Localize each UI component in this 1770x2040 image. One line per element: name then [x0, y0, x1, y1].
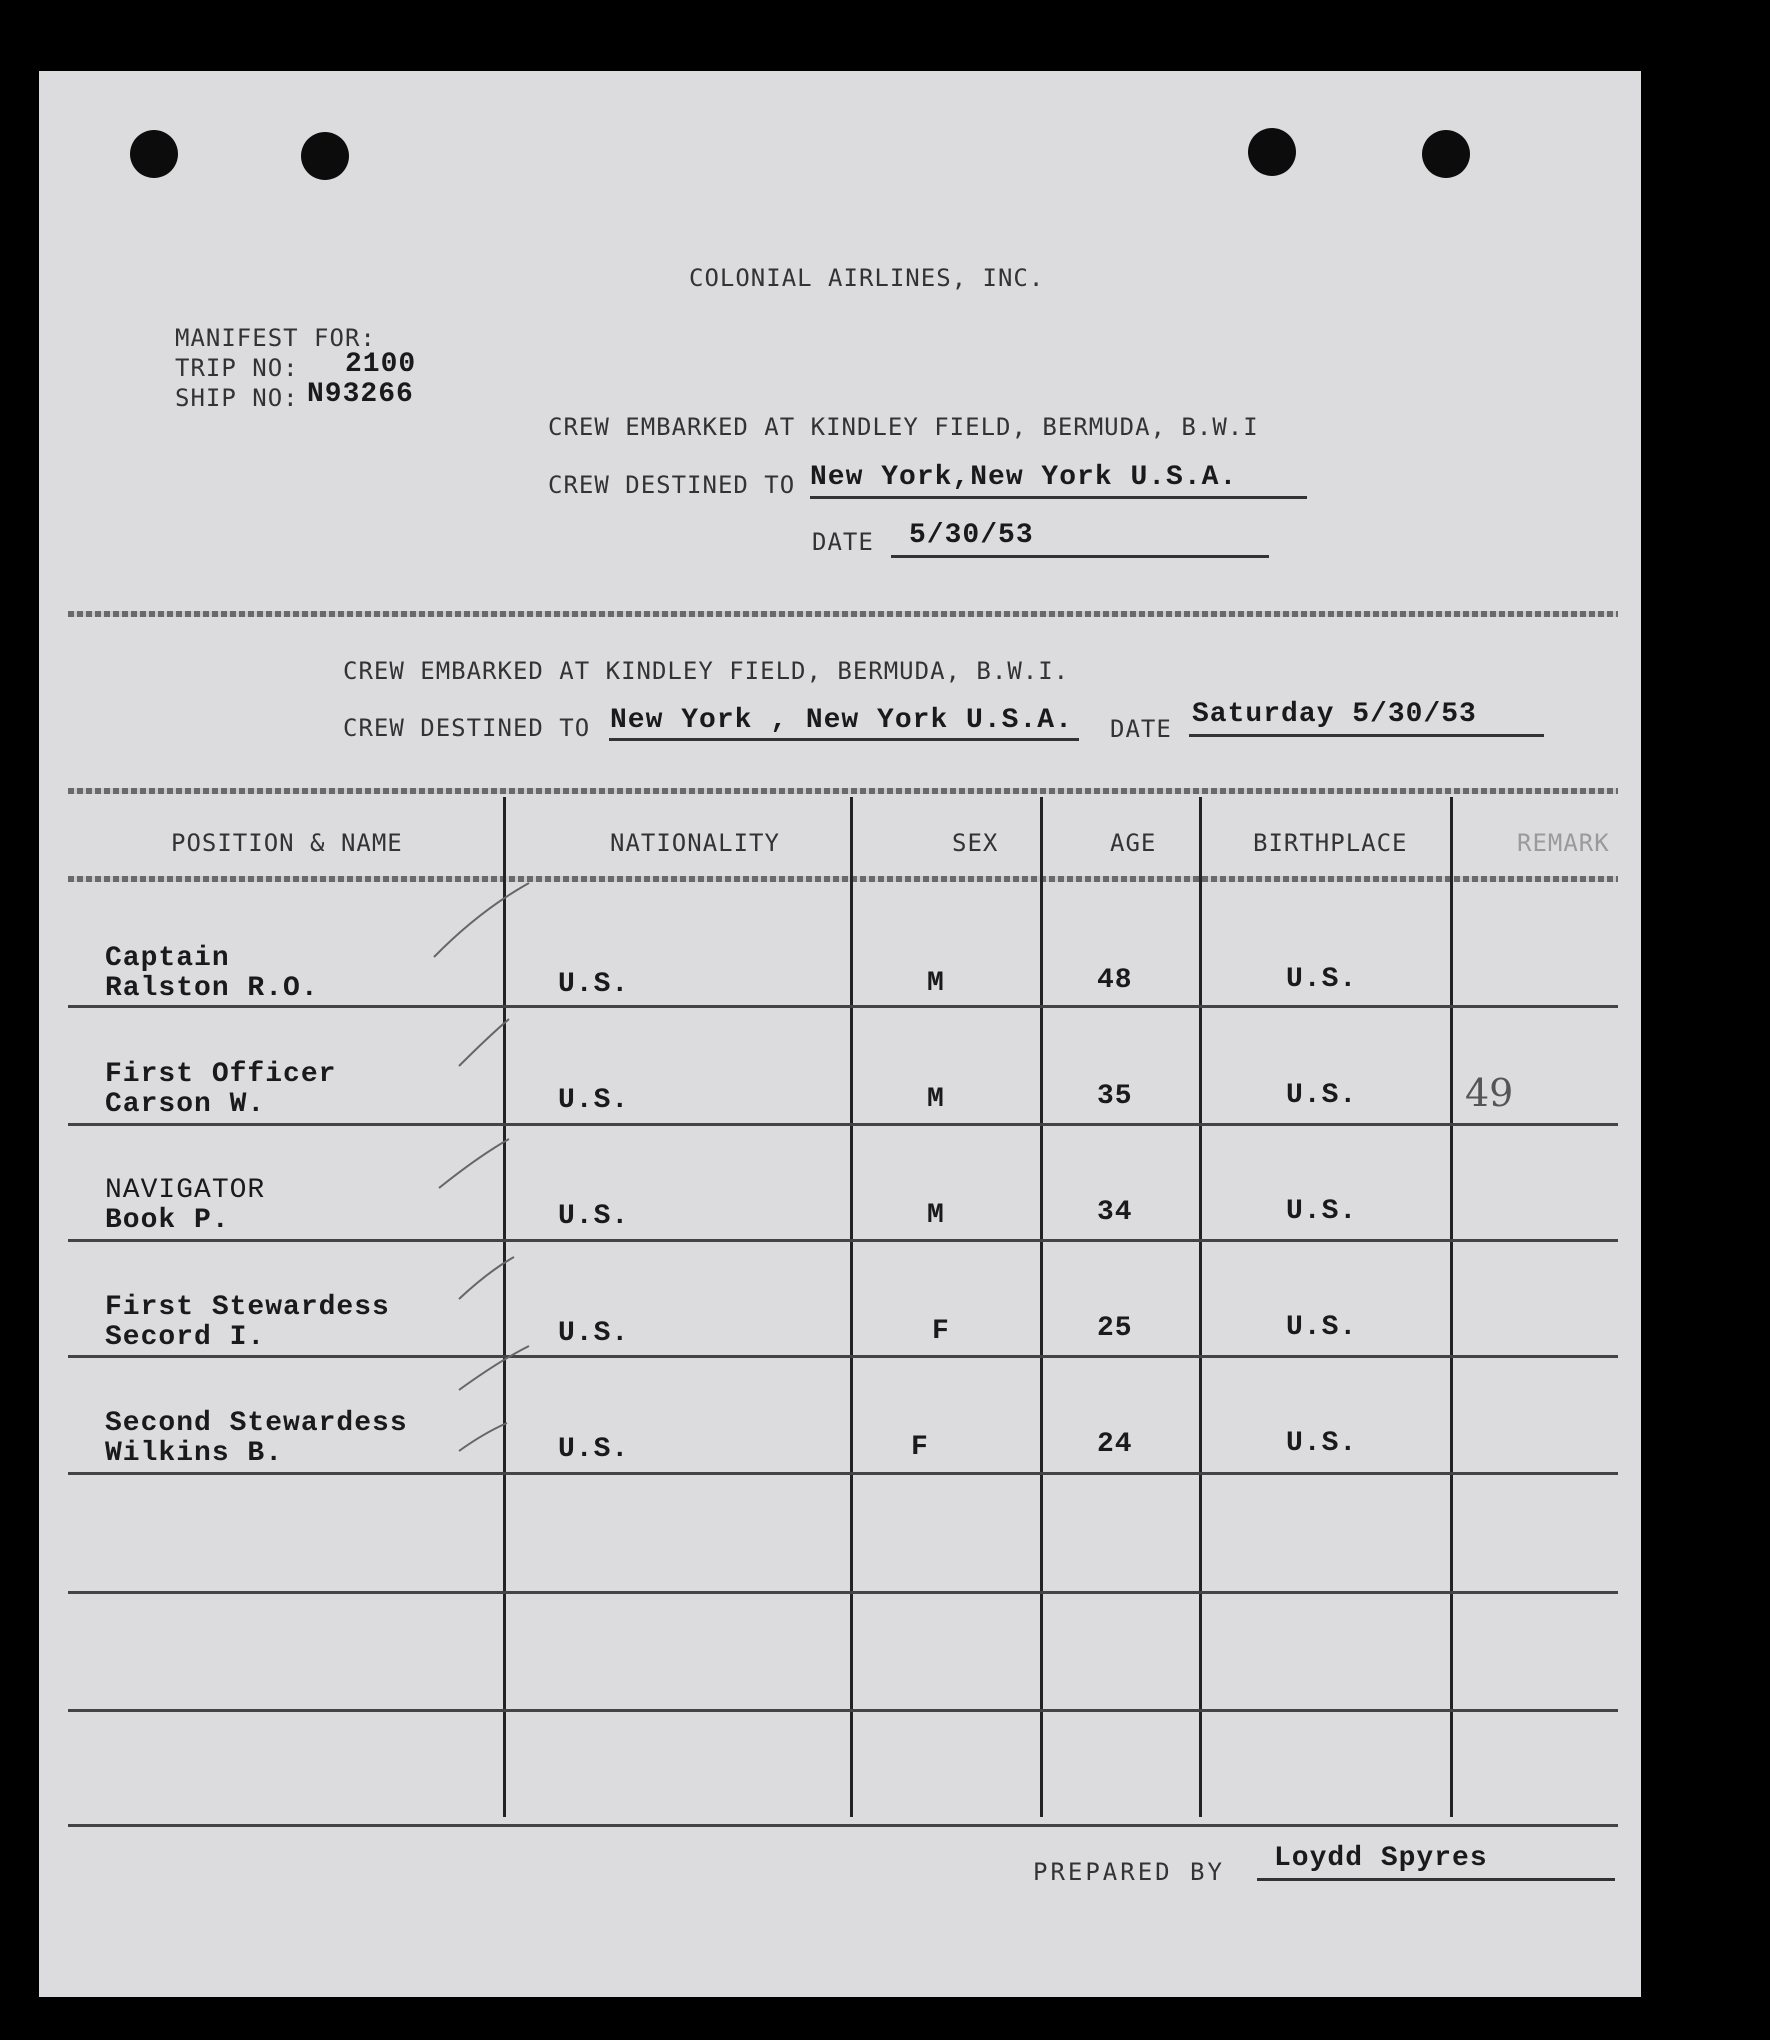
- trip-label: TRIP NO:: [175, 354, 299, 382]
- header-remark: REMARK: [1517, 829, 1610, 857]
- second-date-value: Saturday 5/30/53: [1192, 699, 1477, 730]
- crew-nationality: U.S.: [558, 1085, 630, 1116]
- prepared-by-underline: [1257, 1878, 1615, 1881]
- crew-position: Second Stewardess: [105, 1408, 408, 1439]
- crew-position: First Stewardess: [105, 1292, 390, 1323]
- crew-sex: M: [927, 968, 945, 999]
- top-destined-value: New York,New York U.S.A.: [810, 462, 1238, 493]
- crew-sex: M: [927, 1200, 945, 1231]
- crew-sex: F: [932, 1316, 950, 1347]
- header-sex: SEX: [952, 829, 999, 857]
- crew-position: NAVIGATOR: [105, 1175, 266, 1206]
- top-destined-label: CREW DESTINED TO: [548, 471, 796, 499]
- crew-nationality: U.S.: [558, 1318, 630, 1349]
- crew-remark: 49: [1465, 1071, 1514, 1115]
- ship-label: SHIP NO:: [175, 384, 299, 412]
- crew-name: Ralston R.O.: [105, 973, 319, 1004]
- manifest-for-label: MANIFEST FOR:: [175, 324, 376, 352]
- header-position-name: POSITION & NAME: [171, 829, 403, 857]
- crew-name: Book P.: [105, 1205, 230, 1236]
- crew-position: First Officer: [105, 1059, 337, 1090]
- crew-birthplace: U.S.: [1286, 1428, 1358, 1459]
- crew-age: 25: [1097, 1313, 1133, 1344]
- header-age: AGE: [1110, 829, 1157, 857]
- crew-age: 34: [1097, 1197, 1133, 1228]
- trip-number: 2100: [345, 349, 417, 380]
- crew-name: Wilkins B.: [105, 1438, 284, 1469]
- crew-age: 24: [1097, 1429, 1133, 1460]
- second-embarked-text: CREW EMBARKED AT KINDLEY FIELD, BERMUDA, B.W.I.: [343, 657, 1070, 685]
- crew-nationality: U.S.: [558, 1201, 630, 1232]
- prepared-by-label: PREPARED BY: [1033, 1858, 1225, 1886]
- crew-nationality: U.S.: [558, 969, 630, 1000]
- second-destined-value: New York , New York U.S.A.: [610, 705, 1073, 736]
- crew-name: Carson W.: [105, 1089, 266, 1120]
- crew-birthplace: U.S.: [1286, 1312, 1358, 1343]
- crew-birthplace: U.S.: [1286, 1196, 1358, 1227]
- top-embarked-text: CREW EMBARKED AT KINDLEY FIELD, BERMUDA, B.W.I: [548, 413, 1259, 441]
- crew-age: 48: [1097, 965, 1133, 996]
- second-date-label: DATE: [1110, 715, 1172, 743]
- header-birthplace: BIRTHPLACE: [1253, 829, 1408, 857]
- header-nationality: NATIONALITY: [610, 829, 780, 857]
- crew-age: 35: [1097, 1081, 1133, 1112]
- second-destined-label: CREW DESTINED TO: [343, 714, 591, 742]
- top-date-value: 5/30/53: [909, 520, 1034, 551]
- pencil-tick-marks: [39, 71, 1641, 1997]
- ship-number: N93266: [307, 379, 414, 410]
- crew-name: Secord I.: [105, 1322, 266, 1353]
- crew-sex: F: [911, 1432, 929, 1463]
- crew-nationality: U.S.: [558, 1434, 630, 1465]
- crew-birthplace: U.S.: [1286, 964, 1358, 995]
- company-name: COLONIAL AIRLINES, INC.: [689, 264, 1045, 292]
- crew-position: Captain: [105, 943, 230, 974]
- crew-sex: M: [927, 1084, 945, 1115]
- manifest-page: [39, 71, 1641, 1997]
- crew-birthplace: U.S.: [1286, 1080, 1358, 1111]
- top-date-label: DATE: [812, 528, 874, 556]
- prepared-by-value: Loydd Spyres: [1274, 1843, 1488, 1874]
